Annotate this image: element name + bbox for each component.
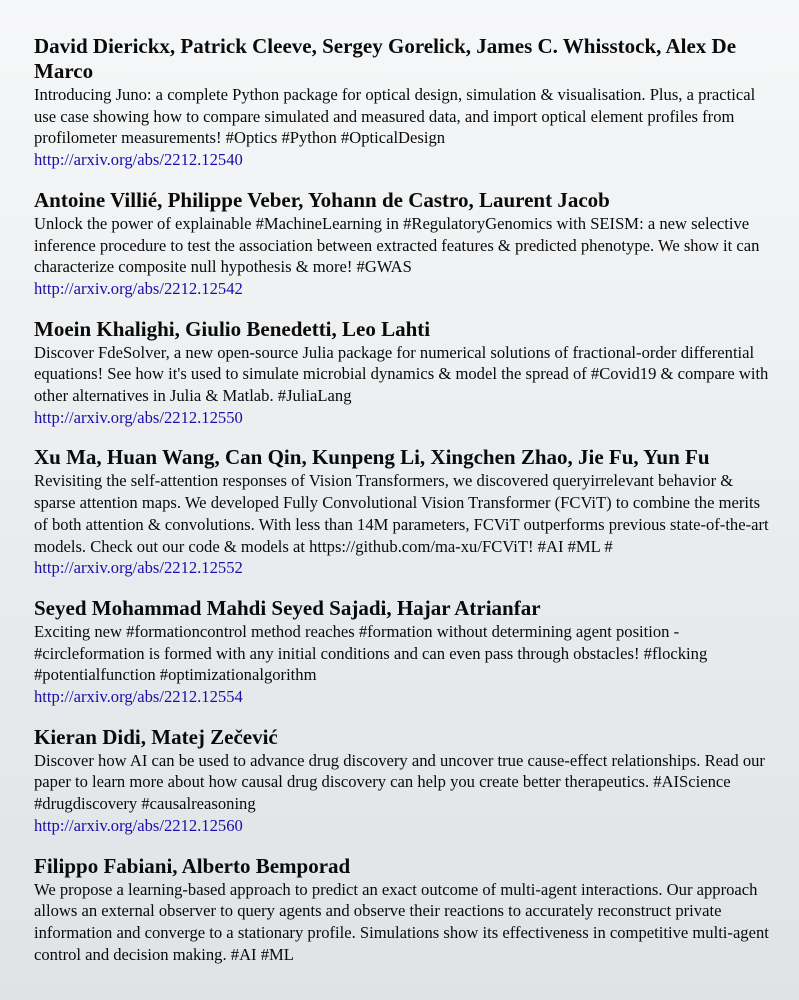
entry-summary: Discover FdeSolver, a new open-source Julia package for numerical solutions of fractional-order differential equations! See how it's used to simulate microbial dynamics & model the spread of #Covid19 & compare with other alternatives in Julia & Matlab. #JuliaLang: [34, 342, 769, 406]
entry-summary: Unlock the power of explainable #MachineLearning in #RegulatoryGenomics with SEISM: a new selective inference procedure to test the association between extracted features & predicted phenotype. We show it can characterize composite null hypothesis & more! #GWAS: [34, 213, 760, 277]
entry-authors: Xu Ma, Huan Wang, Can Qin, Kunpeng Li, Xingchen Zhao, Jie Fu, Yun Fu: [34, 445, 710, 470]
entry-authors: David Dierickx, Patrick Cleeve, Sergey Gorelick, James C. Whisstock, Alex De Marco: [34, 34, 737, 83]
paper-entry: [34, 188, 769, 300]
entry-authors: Kieran Didi, Matej Zečević: [34, 724, 278, 749]
paper-entry: [34, 854, 769, 966]
entry-summary: We propose a learning-based approach to predict an exact outcome of multi-agent interactions. Our approach allows an external observer to query agents and observe their reactions to accurately reconstruct private information and converge to a stationary profile. Simulations show its effectiveness in competitive multi-agent control and decision making. #AI #ML: [34, 879, 769, 964]
entry-summary: Revisiting the self-attention responses of Vision Transformers, we discovered queryirrelevant behavior & sparse attention maps. We developed Fully Convolutional Vision Transformer (FCViT) to combine the merits of both attention & convolutions. With less than 14M parameters, FCViT outperforms previous state-of-the-art models. Check out our code & models at https://github.com/ma-xu/FCViT! #AI #ML #: [34, 471, 769, 556]
arxiv-link[interactable]: http://arxiv.org/abs/2212.12550: [34, 407, 243, 427]
arxiv-link[interactable]: http://arxiv.org/abs/2212.12542: [34, 278, 243, 298]
paper-feed: [34, 34, 769, 982]
entry-summary: Discover how AI can be used to advance drug discovery and uncover true cause-effect relationships. Read our paper to learn more about how causal drug discovery can help you create better therapeutics. #AIScience #drugdiscovery #causalreasoning: [34, 750, 765, 814]
arxiv-link[interactable]: http://arxiv.org/abs/2212.12554: [34, 687, 243, 707]
arxiv-link[interactable]: http://arxiv.org/abs/2212.12552: [34, 558, 243, 578]
entry-authors: Moein Khalighi, Giulio Benedetti, Leo Lahti: [34, 316, 431, 341]
entry-authors: Seyed Mohammad Mahdi Seyed Sajadi, Hajar Atrianfar: [34, 595, 541, 620]
paper-entry: [34, 317, 769, 429]
paper-entry: [34, 596, 769, 708]
arxiv-link[interactable]: http://arxiv.org/abs/2212.12540: [34, 150, 243, 170]
paper-entry: [34, 725, 769, 837]
paper-entry: [34, 34, 769, 171]
entry-authors: Filippo Fabiani, Alberto Bemporad: [34, 853, 351, 878]
arxiv-link[interactable]: http://arxiv.org/abs/2212.12560: [34, 815, 243, 835]
paper-entry: [34, 445, 769, 579]
entry-summary: Introducing Juno: a complete Python package for optical design, simulation & visualisation. Plus, a practical use case showing how to compare simulated and measured data, and import optical element profiles from profilometer measurements! #Optics #Python #OpticalDesign: [34, 85, 756, 148]
entry-authors: Antoine Villié, Philippe Veber, Yohann de Castro, Laurent Jacob: [34, 187, 610, 212]
entry-summary: Exciting new #formationcontrol method reaches #formation without determining agent position - #circleformation is formed with any initial conditions and can even pass through obstacles! #flocking #potentialfunction #optimizationalgorithm: [34, 621, 708, 685]
